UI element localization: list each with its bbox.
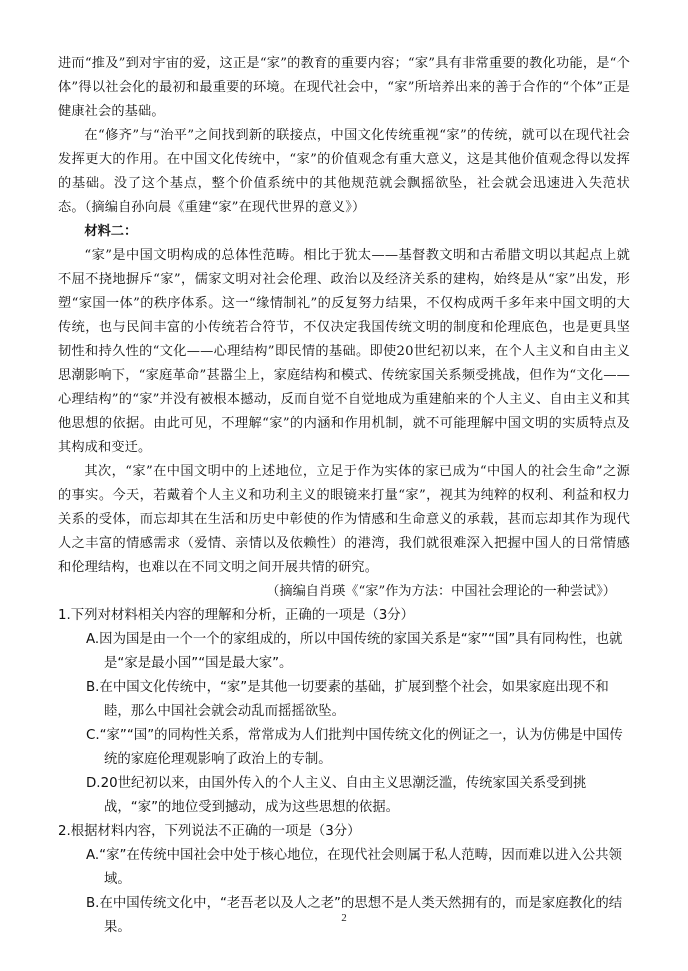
question-1-option-c: C.“家”“国”的同构性关系，常常成为人们批判中国传统文化的例证之一，认为仿佛是中国传统的家庭伦理观影响了政治上的专制。 bbox=[86, 728, 623, 767]
page-number: 2 bbox=[341, 912, 347, 924]
material2-heading: 材料二： bbox=[84, 224, 138, 239]
question-1-stem: 1.下列对材料相关内容的理解和分析，正确的一项是（3分） bbox=[58, 608, 415, 623]
material2-paragraph-1: “家”是中国文明构成的总体性范畴。相比于犹太——基督教文明和古希腊文明以其起点上就不屈不挠地摒斥“家”，儒家文明对社会伦理、政治以及经济关系的建构，始终是从“家”出发，形塑“家国一体”的秩序体系。这一“缘情制礼”的反复努力结果，不仅构成两千多年来中国文明的大传统，也与民间丰富的小传统若合符节，不仅决定我国传统文明的制度和伦理底色，也是更具坚韧性和持久性的“文化——心理结构”即民情的基础。即使20世纪初以来，在个人主义和自由主义思潮影响下，“家庭革命”甚嚣尘上，家庭结构和模式、传统家国关系频受挑战，但作为“文化——心理结构”的“家”并没有被根本撼动，反而自觉不自觉地成为重建舶来的个人主义、自由主义和其他思想的依据。由此可见，不理解“家”的内涵和作用机制，就不可能理解中国文明的实质特点及其构成和变迁。 bbox=[58, 248, 630, 455]
question-2-stem: 2.根据材料内容，下列说法不正确的一项是（3分） bbox=[58, 824, 361, 839]
material2-paragraph-2: 其次，“家”在中国文明中的上述地位，立足于作为实体的家已成为“中国人的社会生命”之源的事实。今天，若戴着个人主义和功利主义的眼镜来打量“家”，视其为纯粹的权利、利益和权力关系的受体，而忘却其在生活和历史中彰使的作为情感和生命意义的承载，甚而忘却其作为现代人之丰富的情感需求（爱情、亲情以及依赖性）的港湾，我们就很难深入把握中国人的日常情感和伦理结构，也难以在不同文明之间开展共情的研究。 bbox=[58, 464, 630, 575]
question-2-option-a: A.“家”在传统中国社会中处于核心地位，在现代社会则属于私人范畴，因而难以进入公共领域。 bbox=[86, 848, 622, 887]
question-2-option-b: B.在中国传统文化中，“老吾老以及人之老”的思想不是人类天然拥有的，而是家庭教化的结果。 bbox=[86, 896, 623, 935]
material2-source: （摘编自肖瑛《“家”作为方法：中国社会理论的一种尝试》） bbox=[266, 584, 616, 599]
material1-paragraph-2: 在“修齐”与“治平”之间找到新的联接点，中国文化传统重视“家”的传统，就可以在现代社会发挥更大的作用。在中国文化传统中，“家”的价值观念有重大意义，这是其他价值观念得以发挥的基础。没了这个基点，整个价值系统中的其他规范就会飘摇欲坠，社会就会迅速进入失范状态。（摘编自孙向晨《重建“家”在现代世界的意义》） bbox=[58, 128, 630, 215]
material1-paragraph-1: 进而“推及”到对宇宙的爱，这正是“家”的教育的重要内容；“家”具有非常重要的教化功能，是“个体”得以社会化的最初和最重要的环境。在现代社会中，“家”所培养出来的善于合作的“个体”正是健康社会的基础。 bbox=[58, 56, 630, 119]
question-1-option-d: D.20世纪初以来，由国外传入的个人主义、自由主义思潮泛滥，传统家国关系受到挑战，“家”的地位受到撼动，成为这些思想的依据。 bbox=[86, 776, 587, 815]
question-1 bbox=[58, 604, 630, 820]
question-1-option-a: A.因为国是由一个一个的家组成的，所以中国传统的家国关系是“家”“国”具有同构性，也就是“家是最小国”“国是最大家”。 bbox=[86, 632, 623, 671]
question-1-option-b: B.在中国文化传统中，“家”是其他一切要素的基础，扩展到整个社会，如果家庭出现不和睦，那么中国社会就会动乱而摇摇欲坠。 bbox=[86, 680, 609, 719]
